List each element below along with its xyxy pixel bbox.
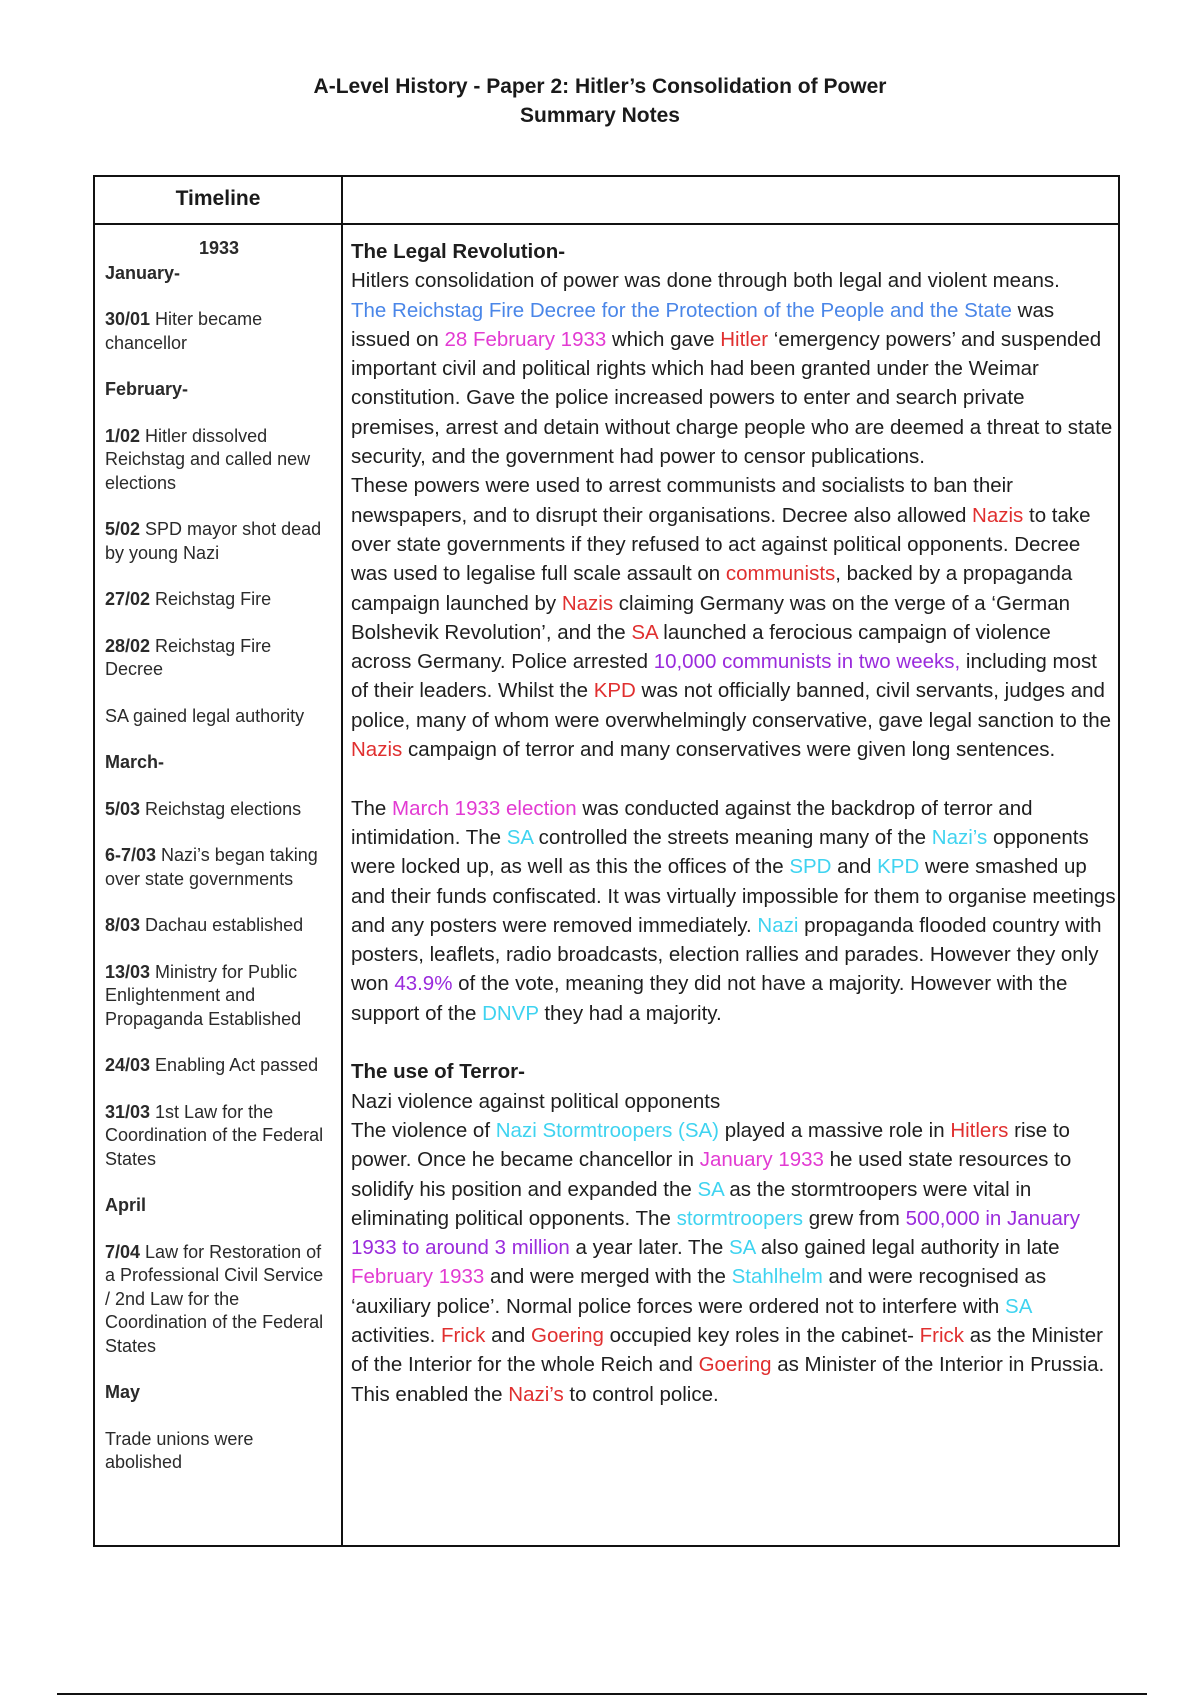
timeline-year: 1933 [198, 238, 240, 258]
timeline-column [105, 237, 333, 1498]
section-heading-terror: The use of Terror- [351, 1060, 525, 1084]
timeline-event: 5/02 SPD mayor shot dead by young Nazi [105, 519, 322, 563]
timeline-header: Timeline [175, 187, 261, 210]
paragraph-march-election: The March 1933 election was conducted against the backdrop of terror and intimidation. The SA controlled the streets meaning many of the Nazi’s opponents were locked up, as well as this the offices of the SPD and KPD were smashed up and their funds confiscated. It was virtually impossible for them to organise meetings and any posters were removed immediately. Nazi propaganda flooded country with posters, leaflets, radio broadcasts, election rallies and parades. However they only won 43.9% of the vote, meaning they did not have a majority. However with the support of the DNVP they had a majority. [351, 796, 1116, 1025]
timeline-event: 6-7/03 Nazi’s began taking over state governments [105, 845, 318, 889]
content-column [351, 237, 1116, 1409]
title-line-1: A-Level History - Paper 2: Hitler’s Consolidation of Power [313, 75, 887, 98]
timeline-event: Trade unions were abolished [105, 1428, 254, 1472]
paragraph-decree: The Reichstag Fire Decree for the Protection of the People and the State was issued on 28 February 1933 which gave Hitler ‘emergency powers’ and suspended important civil and political rights which had been granted under the Weimar constitution. Gave the police increased powers to enter and search private premises, arrest and detain without charge people who are deemed a threat to state security, and the government had power to censor publications. [351, 298, 1113, 469]
timeline-event: 13/03 Ministry for Public Enlightenment and Propaganda Established [105, 961, 302, 1029]
timeline-event: 27/02 Reichstag Fire [105, 589, 272, 609]
timeline-event: 5/03 Reichstag elections [105, 798, 302, 819]
month-april: April [105, 1195, 147, 1215]
timeline-event: SA gained legal authority [105, 705, 305, 726]
month-january: January- [105, 262, 181, 283]
timeline-event: 24/03 Enabling Act passed [105, 1055, 319, 1075]
timeline-event: 31/03 1st Law for the Coordination of the Federal States [105, 1101, 324, 1169]
header-divider [95, 223, 1118, 225]
timeline-event: 8/03 Dachau established [105, 915, 304, 935]
month-may: May [105, 1382, 141, 1402]
section-subheading: Nazi violence against political opponents [351, 1089, 721, 1113]
notes-table [93, 175, 1120, 1547]
document-title [0, 72, 1200, 130]
title-line-2: Summary Notes [520, 104, 680, 127]
timeline-event: 7/04 Law for Restoration of a Professional Civil Service / 2nd Law for the Coordination of the Federal States [105, 1241, 324, 1356]
paragraph-powers: These powers were used to arrest communists and socialists to ban their newspapers, and to disrupt their organisations. Decree also allowed Nazis to take over state governments if they refused to act against political opponents. Decree was used to legalise full scale assault on communists, backed by a propaganda campaign launched by Nazis claiming Germany was on the verge of a ‘German Bolshevik Revolution’, and the SA launched a ferocious campaign of violence across Germany. Police arrested 10,000 communists in two weeks, including most of their leaders. Whilst the KPD was not officially banned, civil servants, judges and police, many of whom were overwhelmingly conservative, gave legal sanction to the Nazis campaign of terror and many conservatives were given long sentences. [351, 474, 1112, 762]
timeline-event: 30/01 Hiter became chancellor [105, 309, 263, 353]
column-divider [341, 177, 343, 1545]
paragraph-terror: The violence of Nazi Stormtroopers (SA) played a massive role in Hitlers rise to power. Once he became chancellor in January 1933 he used state resources to solidify his position and expanded the SA as the stormtroopers were vital in eliminating political opponents. The stormtroopers grew from 500,000 in January 1933 to around 3 million a year later. The SA also gained legal authority in late February 1933 and were merged with the Stahlhelm and were recognised as ‘auxiliary police’. Normal police forces were ordered not to interfere with SA activities. Frick and Goering occupied key roles in the cabinet- Frick as the Minister of the Interior for the whole Reich and Goering as Minister of the Interior in Prussia. This enabled the Nazi’s to control police. [351, 1118, 1105, 1406]
month-march: March- [105, 752, 165, 772]
month-february: February- [105, 379, 189, 399]
section-heading-legal-revolution: The Legal Revolution- [351, 240, 566, 263]
timeline-event: 28/02 Reichstag Fire Decree [105, 635, 272, 679]
timeline-event: 1/02 Hitler dissolved Reichstag and called new elections [105, 425, 311, 493]
page-bottom-rule [57, 1693, 1147, 1695]
paragraph-intro: Hitlers consolidation of power was done through both legal and violent means. [351, 269, 1060, 293]
